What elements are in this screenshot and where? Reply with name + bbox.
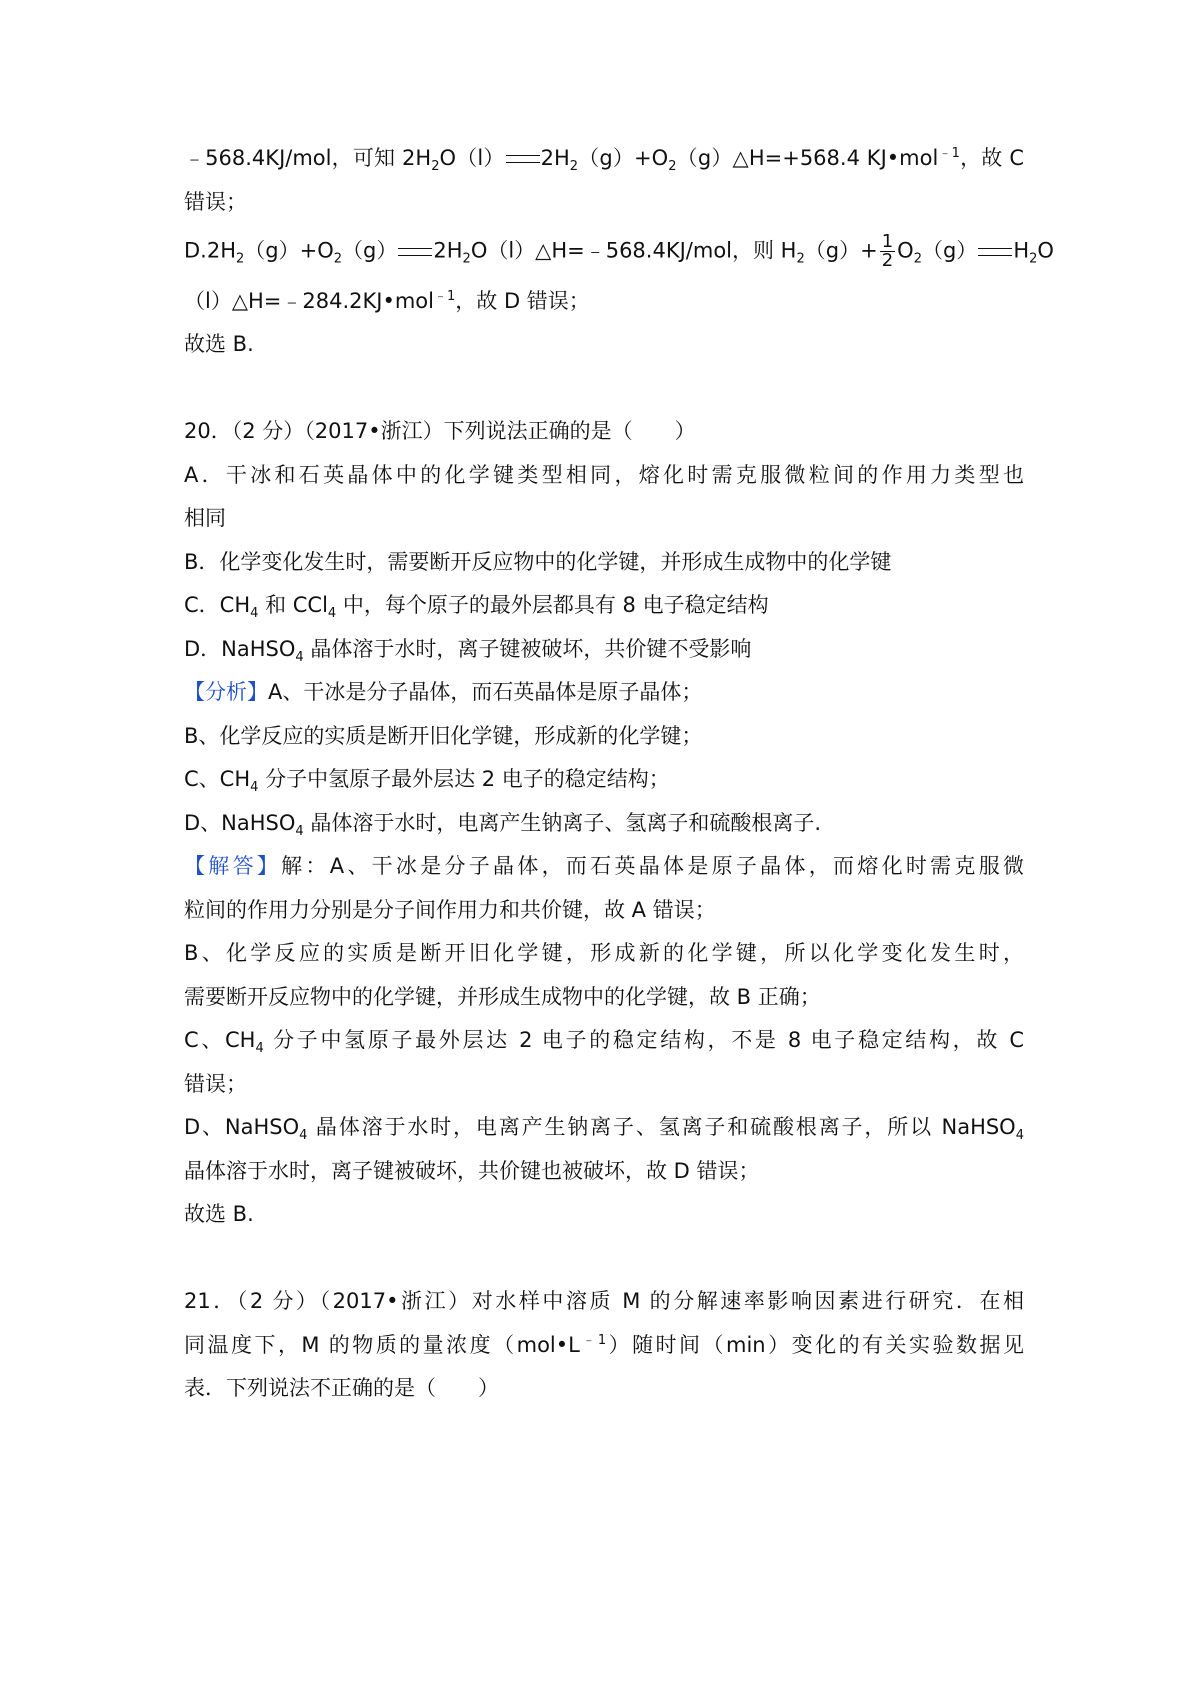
q20-analysis-line-2: B、化学反应的实质是断开旧化学键，形成新的化学键； bbox=[184, 724, 703, 748]
answer-tag: 【解答】 bbox=[184, 854, 282, 878]
q20-analysis-line-3: C、$CH_4$ 分子中氢原子最外层达 2 电子的稳定结构； bbox=[184, 767, 670, 796]
equals-sign-icon bbox=[506, 155, 540, 163]
q20-answer-line-1: 【解答】解：A、干冰是分子晶体，而石英晶体是原子晶体，而熔化时需克服微 bbox=[184, 854, 1024, 878]
equals-sign-icon bbox=[398, 248, 432, 256]
q21-stem-line-1: 21．（2 分）（2017•浙江）对水样中溶质 M 的分解速率影响因素进行研究．在相 bbox=[184, 1289, 1024, 1313]
q20-answer-line-5: C、$CH_4$ 分子中氢原子最外层达 2 电子的稳定结构，不是 8 电子稳定结构，故 C bbox=[184, 1028, 1024, 1057]
q20-option-c: C．$CH_4$ 和 CCl$_4$ 中，每个原子的最外层都具有 8 电子稳定结构 bbox=[184, 593, 769, 622]
q20-option-b: B．化学变化发生时，需要断开反应物中的化学键，并形成生成物中的化学键 bbox=[184, 550, 892, 574]
prev-answer-line-3: $D.2H_2(g)+O_2(g)$ $2H_2O(l)\triangle H=﹣568.4KJ$/mol，则 $H_2(g)+$ $\frac{1}{2}$ $O_2(g)$ $H_2O$ bbox=[184, 231, 1054, 271]
prev-answer-line-4: （l）△H=﹣284.2KJ•mol$^{﹣1}$，故 D 错误； bbox=[184, 289, 590, 313]
q20-option-d: D．NaHSO$_4$ 晶体溶于水时，离子键被破坏，共价键不受影响 bbox=[184, 637, 752, 666]
fraction-one-half: $\frac{1}{2}$ bbox=[881, 231, 894, 271]
q20-option-a-line-2: 相同 bbox=[184, 506, 226, 530]
q20-option-a-line-1: A．干冰和石英晶体中的化学键类型相同，熔化时需克服微粒间的作用力类型也 bbox=[184, 463, 1024, 487]
q20-stem: 20．（2 分）（2017•浙江）下列说法正确的是（ ） bbox=[184, 419, 696, 443]
prev-answer-line-1: ﹣568.4KJ/mol，可知 $2H_2O(l)$ $2H_2(g)+O_2(g)\triangle H=+568.4$ KJ•mol$^{﹣1}$，故 C bbox=[184, 146, 1024, 175]
q20-answer-line-2: 粒间的作用力分别是分子间作用力和共价键，故 A 错误； bbox=[184, 898, 716, 922]
q20-conclusion: 故选 B. bbox=[184, 1202, 254, 1226]
prev-answer-conclusion: 故选 B. bbox=[184, 332, 254, 356]
q20-answer-line-7: D、NaHSO$_4$ 晶体溶于水时，电离产生钠离子、氢离子和硫酸根离子，所以 NaHSO$_4$ bbox=[184, 1115, 1024, 1144]
q20-answer-line-4: 需要断开反应物中的化学键，并形成生成物中的化学键，故 B 正确； bbox=[184, 985, 821, 1009]
q20-analysis-line-1: 【分析】A、干冰是分子晶体，而石英晶体是原子晶体； bbox=[184, 680, 703, 704]
prev-answer-line-2: 错误； bbox=[184, 190, 247, 214]
q21-stem-line-2: 同温度下，M 的物质的量浓度$(mol•L^{﹣1})$随时间（min）变化的有关实验数据见 bbox=[184, 1333, 1024, 1357]
q20-answer-line-8: 晶体溶于水时，离子键被破坏，共价键也被破坏，故 D 错误； bbox=[184, 1159, 760, 1183]
equals-sign-icon bbox=[978, 248, 1012, 256]
q21-stem-line-3: 表．下列说法不正确的是（ ） bbox=[184, 1376, 499, 1400]
analysis-tag: 【分析】 bbox=[184, 680, 268, 704]
q20-answer-line-3: B、化学反应的实质是断开旧化学键，形成新的化学键，所以化学变化发生时， bbox=[184, 941, 1024, 965]
q20-answer-line-6: 错误； bbox=[184, 1072, 247, 1096]
q20-analysis-line-4: D、NaHSO$_4$ 晶体溶于水时，电离产生钠离子、氢离子和硫酸根离子. bbox=[184, 811, 822, 840]
